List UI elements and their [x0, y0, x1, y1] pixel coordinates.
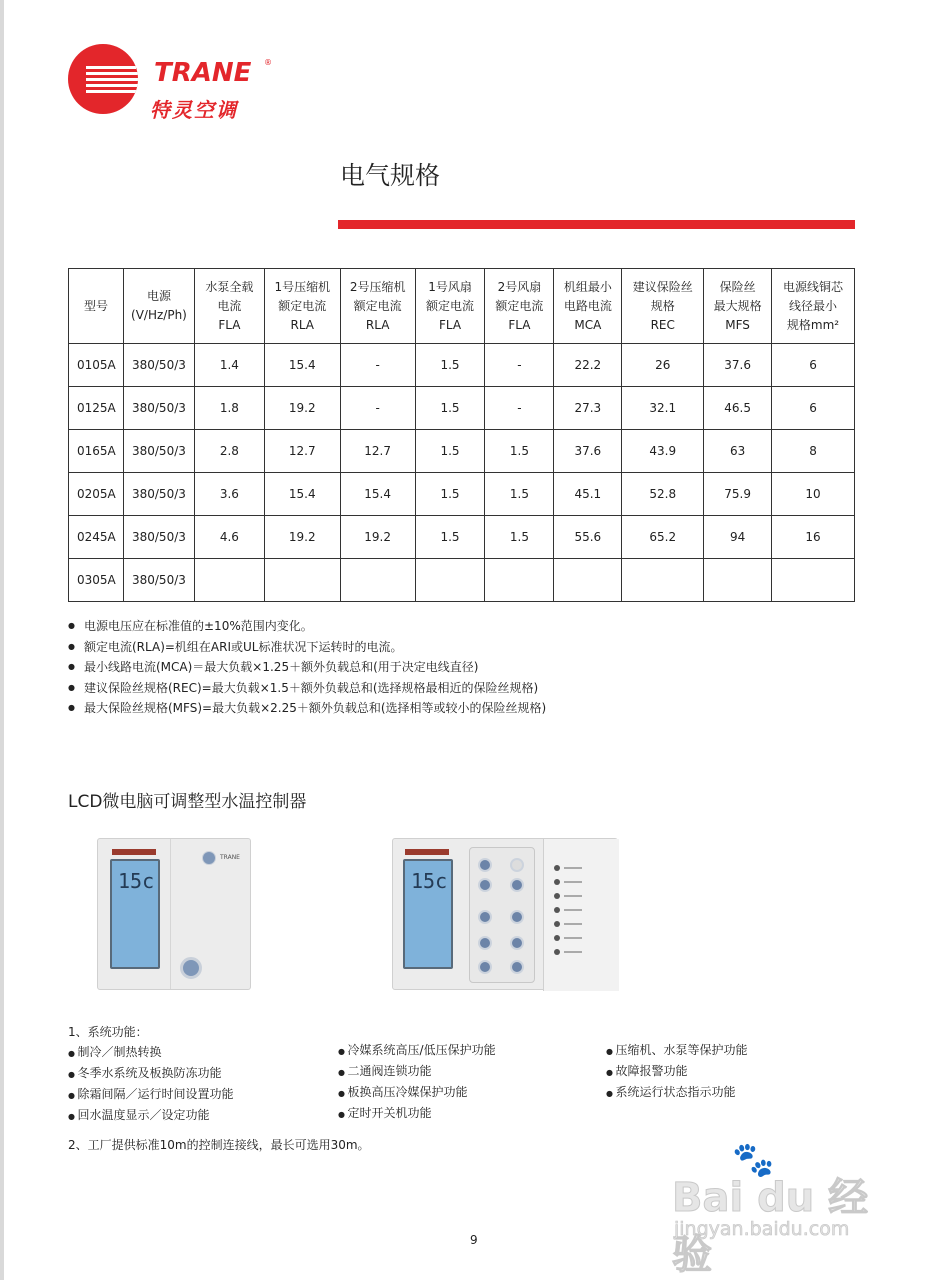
page-number: 9 [470, 1233, 478, 1247]
function-item: ● 二通阀连锁功能 [338, 1061, 496, 1082]
table-cell: 15.4 [264, 344, 340, 387]
table-cell: 26 [622, 344, 704, 387]
model-cell: 0165A [69, 430, 124, 473]
header-line: 保险丝 [719, 279, 756, 294]
table-cell: 380/50/3 [123, 344, 194, 387]
table-cell: - [485, 344, 554, 387]
set-button-icon [510, 858, 524, 872]
table-cell: 55.6 [554, 516, 622, 559]
table-cell [340, 559, 415, 602]
table-cell [264, 559, 340, 602]
header-line: 规格 [650, 298, 675, 313]
functions-col-3 [606, 1040, 748, 1103]
table-header-cell [415, 269, 485, 344]
functions-footer [68, 1135, 370, 1156]
lcd-display [403, 859, 453, 969]
header-line: 2号风扇 [497, 279, 542, 294]
header-line: 水泵全载 [205, 279, 254, 294]
table-cell [554, 559, 622, 602]
table-cell: 19.2 [264, 516, 340, 559]
table-row [69, 473, 855, 516]
header-line: 机组最小 [563, 279, 612, 294]
header-line: FLA [218, 317, 241, 332]
table-cell: 19.2 [264, 387, 340, 430]
header-line: 规格mm² [786, 317, 840, 332]
status-label-line [564, 937, 582, 939]
mode-button-icon [478, 858, 492, 872]
table-cell: 1.5 [485, 473, 554, 516]
note-item: ● 最小线路电流(MCA)＝最大负载×1.25＋额外负载总和(用于决定电线直径) [68, 657, 546, 678]
status-label-line [564, 923, 582, 925]
table-cell: 43.9 [622, 430, 704, 473]
function-item: ● 除霜间隔／运行时间设置功能 [68, 1084, 234, 1105]
table-header-cell [123, 269, 194, 344]
table-cell: 27.3 [554, 387, 622, 430]
table-header-cell [194, 269, 264, 344]
table-row [69, 559, 855, 602]
lcd-indicator-strip [112, 849, 156, 855]
key-3-icon [478, 936, 492, 950]
key-6-icon [510, 960, 524, 974]
lcd-reading: 15c [411, 869, 448, 893]
table-cell: 3.6 [194, 473, 264, 516]
header-line: 1号风扇 [428, 279, 472, 294]
table-cell: 52.8 [622, 473, 704, 516]
note-item: ● 最大保险丝规格(MFS)=最大负载×2.25＋额外负载总和(选择相等或较小的保险丝规格) [68, 698, 546, 719]
status-led-icon [554, 893, 560, 899]
status-led-icon [554, 935, 560, 941]
function-item: ● 制冷／制热转换 [68, 1042, 234, 1063]
status-label-line [564, 867, 582, 869]
table-row [69, 344, 855, 387]
header-line: 电路电流 [563, 298, 612, 313]
header-line: 额定电流 [495, 298, 544, 313]
header-line: FLA [508, 317, 531, 332]
key-2-icon [510, 910, 524, 924]
table-cell: 15.4 [340, 473, 415, 516]
table-cell: 46.5 [704, 387, 772, 430]
function-item: ● 冷媒系统高压/低压保护功能 [338, 1040, 496, 1061]
lcd-display [110, 859, 160, 969]
functions-heading-text: 1、系统功能： [68, 1025, 148, 1039]
table-row [69, 430, 855, 473]
table-cell [622, 559, 704, 602]
notes-list [68, 616, 546, 719]
header-line: 2号压缩机 [349, 279, 406, 294]
baidu-watermark [672, 1140, 902, 1278]
table-cell: 37.6 [554, 430, 622, 473]
brand-small-label: TRANE [220, 854, 240, 861]
table-cell: - [340, 344, 415, 387]
table-header-cell [772, 269, 855, 344]
function-item: ● 冬季水系统及板换防冻功能 [68, 1063, 234, 1084]
table-header-cell [704, 269, 772, 344]
status-label-line [564, 895, 582, 897]
brand-cn-name: 特灵空调 [150, 98, 238, 122]
status-led-icon [554, 907, 560, 913]
table-header-cell [622, 269, 704, 344]
header-line: 电流 [217, 298, 242, 313]
watermark-text: Bai du 经验 [672, 1175, 869, 1278]
trane-logo [68, 44, 288, 124]
table-cell: 22.2 [554, 344, 622, 387]
table-cell: 65.2 [622, 516, 704, 559]
model-cell: 0205A [69, 473, 124, 516]
table-cell: 19.2 [340, 516, 415, 559]
function-item: ● 系统运行状态指示功能 [606, 1082, 748, 1103]
table-cell: 380/50/3 [123, 516, 194, 559]
header-line: REC [650, 317, 675, 332]
header-line: FLA [439, 317, 462, 332]
table-cell: 1.5 [415, 516, 485, 559]
header-line: 额定电流 [278, 298, 327, 313]
table-header-cell [340, 269, 415, 344]
functions-col-2 [338, 1040, 496, 1124]
header-line: MFS [725, 317, 750, 332]
header-line: 最大规格 [713, 298, 762, 313]
status-panel [543, 839, 619, 991]
title-accent-bar [338, 220, 855, 229]
status-led-icon [554, 949, 560, 955]
table-cell: 380/50/3 [123, 430, 194, 473]
key-1-icon [478, 910, 492, 924]
function-item: ● 回水温度显示／设定功能 [68, 1105, 234, 1126]
function-item: ● 故障报警功能 [606, 1061, 748, 1082]
table-cell: 1.5 [415, 473, 485, 516]
table-header-cell [69, 269, 124, 344]
status-led-icon [554, 879, 560, 885]
table-cell: 380/50/3 [123, 387, 194, 430]
panel-divider [170, 839, 171, 989]
table-cell: 8 [772, 430, 855, 473]
table-cell [485, 559, 554, 602]
power-button-icon [180, 957, 202, 979]
brand-name: TRANE [154, 58, 252, 88]
table-cell: - [485, 387, 554, 430]
header-line: RLA [290, 317, 315, 332]
table-cell: 15.4 [264, 473, 340, 516]
table-cell: 1.5 [485, 516, 554, 559]
table-cell: 10 [772, 473, 855, 516]
model-cell: 0125A [69, 387, 124, 430]
table-cell: 1.4 [194, 344, 264, 387]
function-item: ● 定时开关机功能 [338, 1103, 496, 1124]
table-cell: 75.9 [704, 473, 772, 516]
header-line: 额定电流 [353, 298, 402, 313]
controller-image-2 [392, 838, 618, 990]
function-item: ● 板换高压冷媒保护功能 [338, 1082, 496, 1103]
table-header-cell [554, 269, 622, 344]
header-line: 建议保险丝 [632, 279, 693, 294]
table-cell: 4.6 [194, 516, 264, 559]
header-line: 电源 [146, 289, 171, 303]
table-cell: 94 [704, 516, 772, 559]
table-cell [415, 559, 485, 602]
brand-reg-mark: ® [264, 58, 272, 67]
functions-col-1 [68, 1042, 234, 1126]
table-cell: 1.5 [415, 387, 485, 430]
watermark-url: jingyan.baidu.com [674, 1218, 850, 1240]
table-cell: 37.6 [704, 344, 772, 387]
lcd-indicator-strip [405, 849, 449, 855]
status-label-line [564, 951, 582, 953]
func-button-icon [510, 878, 524, 892]
model-cell: 0245A [69, 516, 124, 559]
table-cell: 1.5 [485, 430, 554, 473]
header-line: MCA [574, 317, 602, 332]
header-line: 额定电流 [426, 298, 475, 313]
table-cell: - [340, 387, 415, 430]
header-line: RLA [365, 317, 390, 332]
table-cell: 1.8 [194, 387, 264, 430]
page-title: 电气规格 [340, 161, 441, 190]
table-header-row [69, 269, 855, 344]
table-cell: 45.1 [554, 473, 622, 516]
controller-image-1 [97, 838, 251, 990]
status-label-line [564, 881, 582, 883]
table-cell: 6 [772, 344, 855, 387]
note-item: ● 额定电流(RLA)=机组在ARI或UL标准状况下运转时的电流。 [68, 637, 546, 658]
table-cell [194, 559, 264, 602]
button-panel [469, 847, 535, 983]
status-label-line [564, 909, 582, 911]
key-5-icon [478, 960, 492, 974]
table-row [69, 387, 855, 430]
note-item: ● 建议保险丝规格(REC)=最大负载×1.5＋额外负载总和(选择规格最相近的保险丝规格) [68, 678, 546, 699]
functions-footer-text: 2、工厂提供标准10m的控制连接线，最长可选用30m。 [68, 1138, 370, 1152]
table-header-cell [264, 269, 340, 344]
header-line: 型号 [83, 298, 108, 313]
table-cell: 1.5 [415, 430, 485, 473]
table-cell: 32.1 [622, 387, 704, 430]
table-cell [704, 559, 772, 602]
header-line: 电源线铜芯 [783, 279, 844, 294]
electrical-spec-table [68, 268, 855, 602]
model-cell: 0305A [69, 559, 124, 602]
lcd-reading: 15c [118, 869, 155, 893]
trane-logo-mark [68, 44, 138, 114]
model-cell: 0105A [69, 344, 124, 387]
status-led-icon [554, 865, 560, 871]
section-title-controller: LCD微电脑可调整型水温控制器 [68, 792, 307, 812]
header-line: 线径最小 [789, 298, 838, 313]
table-row [69, 516, 855, 559]
up-button-icon [478, 878, 492, 892]
functions-heading [68, 1022, 148, 1043]
status-led-icon [554, 921, 560, 927]
function-item: ● 压缩机、水泵等保护功能 [606, 1040, 748, 1061]
table-cell: 380/50/3 [123, 473, 194, 516]
page-edge [0, 0, 4, 1280]
key-4-icon [510, 936, 524, 950]
table-cell: 380/50/3 [123, 559, 194, 602]
note-item: ● 电源电压应在标准值的±10%范围内变化。 [68, 616, 546, 637]
table-cell: 63 [704, 430, 772, 473]
table-cell: 12.7 [264, 430, 340, 473]
header-line: (V/Hz/Ph) [131, 308, 187, 322]
header-line: 1号压缩机 [274, 279, 331, 294]
table-header-cell [485, 269, 554, 344]
table-cell: 1.5 [415, 344, 485, 387]
paw-icon: 🐾 [732, 1140, 775, 1180]
logo-icon [202, 851, 216, 865]
table-cell [772, 559, 855, 602]
table-cell: 16 [772, 516, 855, 559]
table-cell: 6 [772, 387, 855, 430]
table-cell: 12.7 [340, 430, 415, 473]
table-cell: 2.8 [194, 430, 264, 473]
